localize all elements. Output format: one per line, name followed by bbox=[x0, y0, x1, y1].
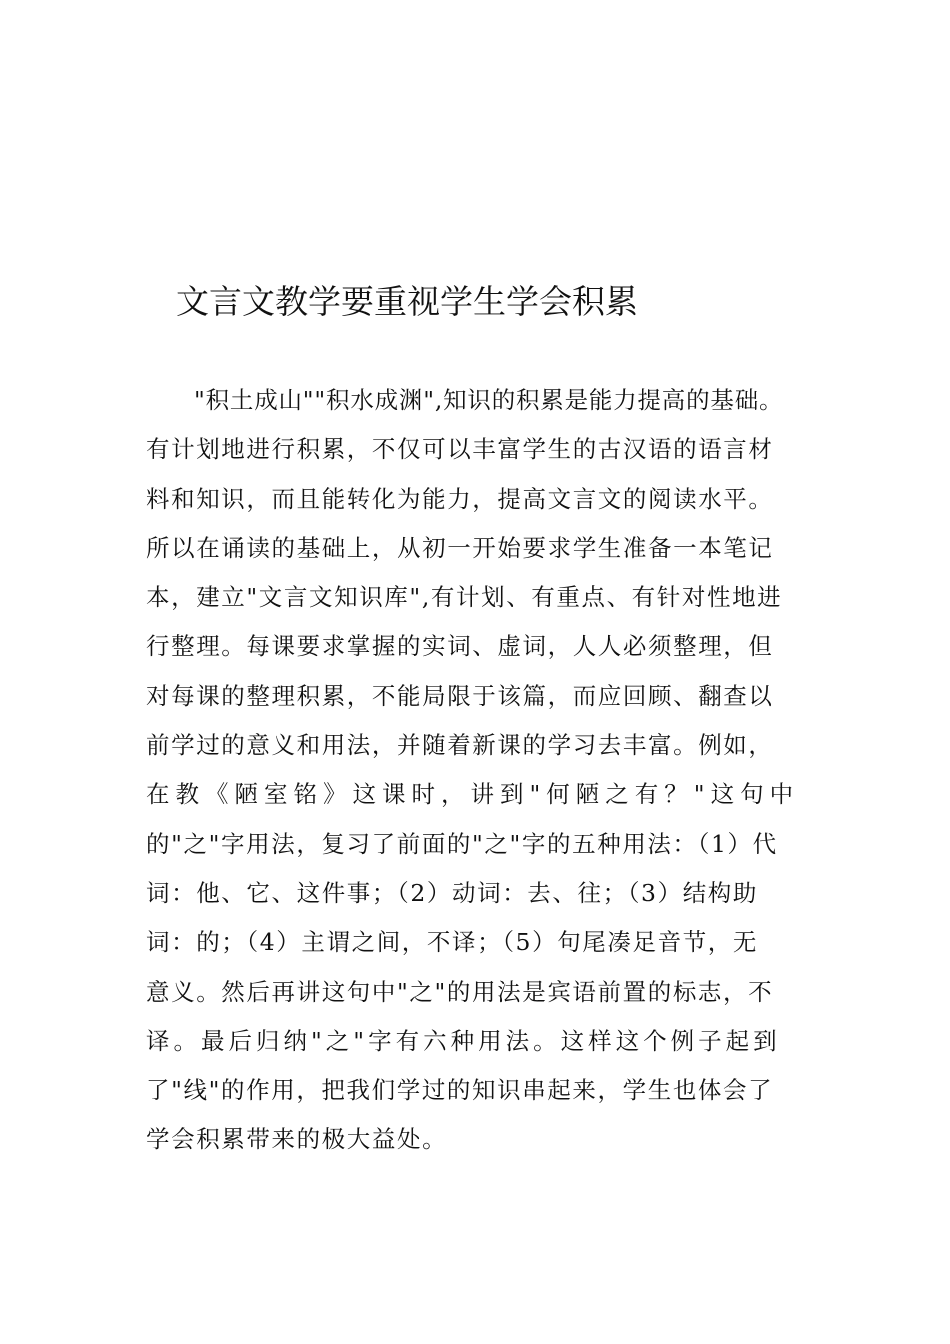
body-line-7: 对每课的整理积累，不能局限于该篇，而应回顾、翻查以 bbox=[146, 681, 774, 710]
body-line-2: 有计划地进行积累，不仅可以丰富学生的古汉语的语言材 bbox=[146, 435, 774, 464]
body-line-14: 译。最后归纳"之"字有六种用法。这样这个例子起到 bbox=[146, 1026, 781, 1055]
body-line-8: 前学过的意义和用法，并随着新课的学习去丰富。例如， bbox=[146, 731, 774, 760]
document-body bbox=[146, 380, 826, 1169]
document-title: 文言文教学要重视学生学会积累 bbox=[176, 282, 638, 321]
body-line-11: 词：他、它、这件事；（2）动词：去、往；（3）结构助 bbox=[146, 878, 759, 907]
body-line-4: 所以在诵读的基础上，从初一开始要求学生准备一本笔记 bbox=[146, 533, 774, 562]
body-line-15: 了"线"的作用，把我们学过的知识串起来，学生也体会了 bbox=[146, 1076, 774, 1105]
body-line-12: 词：的；（4）主谓之间，不译；（5）句尾凑足音节，无 bbox=[146, 928, 759, 957]
body-line-9: 在教《陋室铭》这课时，讲到"何陋之有？"这句中 bbox=[146, 780, 800, 809]
body-line-13: 意义。然后再讲这句中"之"的用法是宾语前置的标志，不 bbox=[146, 977, 774, 1006]
body-line-5: 本，建立"文言文知识库",有计划、有重点、有针对性地进 bbox=[146, 583, 783, 612]
body-line-6: 行整理。每课要求掌握的实词、虚词，人人必须整理，但 bbox=[146, 632, 774, 661]
body-line-10: 的"之"字用法，复习了前面的"之"字的五种用法：（1）代 bbox=[146, 829, 778, 858]
body-line-16: 学会积累带来的极大益处。 bbox=[146, 1125, 448, 1154]
body-line-1: "积土成山""积水成渊",知识的积累是能力提高的基础。 bbox=[194, 386, 784, 414]
body-line-3: 料和知识，而且能转化为能力，提高文言文的阅读水平。 bbox=[146, 484, 774, 513]
